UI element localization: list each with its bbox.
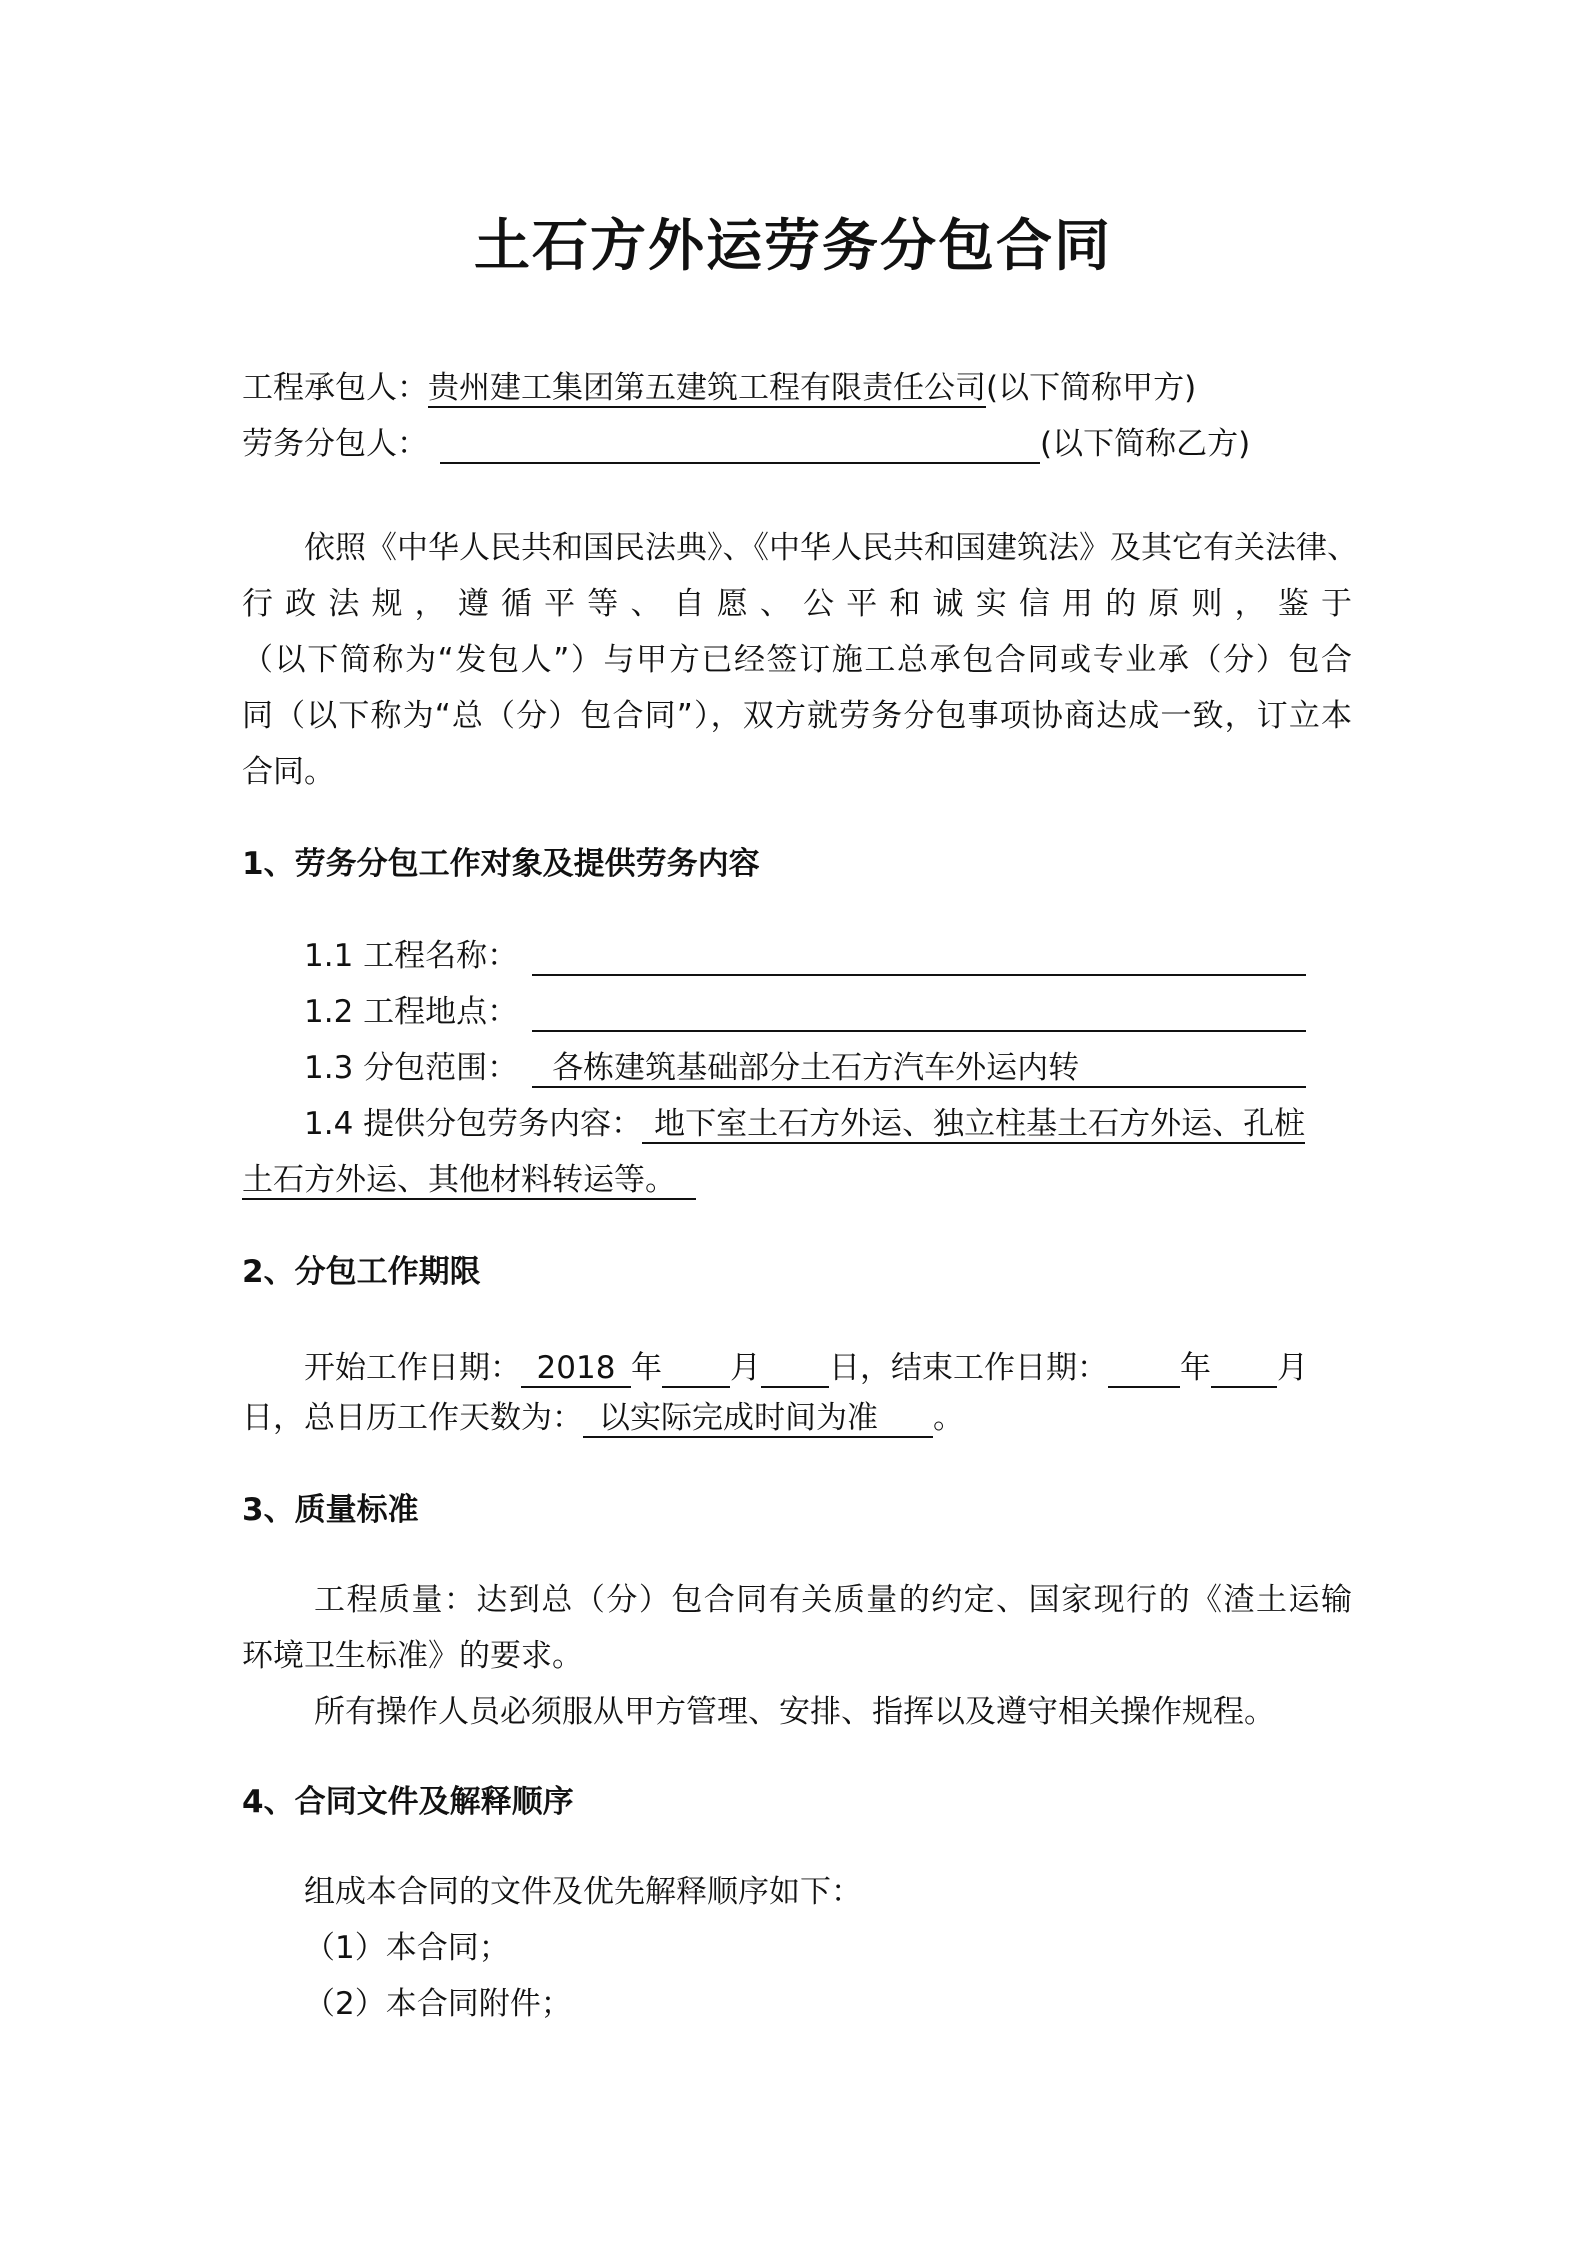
- section-3-heading: 3、质量标准: [242, 1492, 419, 1528]
- subcontractor-suffix: (以下简称乙方): [1040, 426, 1251, 462]
- document-list-item: （2）本合同附件；: [304, 1986, 572, 2022]
- total-days-label: ，总日历工作天数为：: [273, 1400, 583, 1436]
- document-list-item: （1）本合同；: [304, 1930, 510, 1966]
- preamble-line-2: 行政法规，遵循平等、自愿、公平和诚实信用的原则，鉴于: [242, 586, 1352, 622]
- quality-para-line-1: 工程质量：达到总（分）包合同有关质量的约定、国家现行的《渣土运输: [314, 1582, 1352, 1618]
- labor-content-value-1: 地下室土石方外运、独立柱基土石方外运、孔桩: [642, 1106, 1305, 1144]
- documents-intro: 组成本合同的文件及优先解释顺序如下：: [304, 1874, 862, 1910]
- project-location-label: 1.2 工程地点：: [304, 994, 519, 1030]
- end-month-field: [1211, 1386, 1277, 1388]
- preamble-line-4: 同（以下称为“总（分）包合同”），双方就劳务分包事项协商达成一致，订立本: [242, 698, 1352, 734]
- start-year-field: 2018: [521, 1350, 631, 1388]
- preamble-line-3: （以下简称为“发包人”）与甲方已经签订施工总承包合同或专业承（分）包合: [242, 642, 1352, 678]
- labor-content-value-2: 土石方外运、其他材料转运等。: [242, 1162, 696, 1200]
- contractor-suffix: (以下简称甲方): [986, 370, 1197, 406]
- work-period-line-2: [242, 1398, 1352, 1438]
- item-1-4: [242, 1104, 1414, 1144]
- start-date-label: 开始工作日期：: [304, 1350, 521, 1386]
- contractor-name: 贵州建工集团第五建筑工程有限责任公司: [428, 370, 986, 406]
- item-1-3: [242, 1048, 1414, 1088]
- project-location-field: [532, 1030, 1306, 1032]
- document-title: 土石方外运劳务分包合同: [474, 214, 1112, 279]
- scope-label: 1.3 分包范围：: [304, 1050, 519, 1086]
- start-day-field: [761, 1386, 829, 1388]
- start-day-char: 日: [829, 1350, 860, 1386]
- end-year-char: 年: [1180, 1350, 1211, 1386]
- start-month-char: 月: [730, 1350, 761, 1386]
- subcontractor-name: [440, 462, 1040, 464]
- section-1-heading: 1、劳务分包工作对象及提供劳务内容: [242, 846, 760, 882]
- section-2-heading: 2、分包工作期限: [242, 1254, 481, 1290]
- total-days-period: 。: [933, 1400, 964, 1436]
- item-1-4-cont: [242, 1160, 1352, 1200]
- start-year-char: 年: [631, 1350, 662, 1386]
- total-days-field: 以实际完成时间为准: [583, 1400, 933, 1438]
- start-month-field: [662, 1386, 730, 1388]
- work-period-line-1: [242, 1348, 1414, 1388]
- quality-para-line-2: 环境卫生标准》的要求。: [242, 1638, 583, 1674]
- end-month-char: 月: [1277, 1350, 1308, 1386]
- labor-content-label: 1.4 提供分包劳务内容：: [304, 1106, 643, 1142]
- scope-field: 各栋建筑基础部分土石方汽车外运内转: [532, 1050, 1306, 1088]
- end-day-char: 日: [242, 1400, 273, 1436]
- preamble-line-1: 依照《中华人民共和国民法典》、《中华人民共和国建筑法》及其它有关法律、: [304, 530, 1358, 566]
- project-name-label: 1.1 工程名称：: [304, 938, 519, 974]
- item-1-2: [242, 992, 1414, 1032]
- subcontractor-label: 劳务分包人：: [242, 426, 428, 462]
- preamble-line-5: 合同。: [242, 754, 335, 790]
- subcontractor-line: [242, 424, 1352, 464]
- end-year-field: [1108, 1386, 1180, 1388]
- contractor-label: 工程承包人：: [242, 370, 428, 406]
- project-name-field: [532, 974, 1306, 976]
- end-date-label: ，结束工作日期：: [860, 1350, 1108, 1386]
- quality-para-2: 所有操作人员必须服从甲方管理、安排、指挥以及遵守相关操作规程。: [314, 1694, 1275, 1730]
- item-1-1: [242, 936, 1414, 976]
- contractor-line: [242, 368, 1352, 408]
- section-4-heading: 4、合同文件及解释顺序: [242, 1784, 574, 1820]
